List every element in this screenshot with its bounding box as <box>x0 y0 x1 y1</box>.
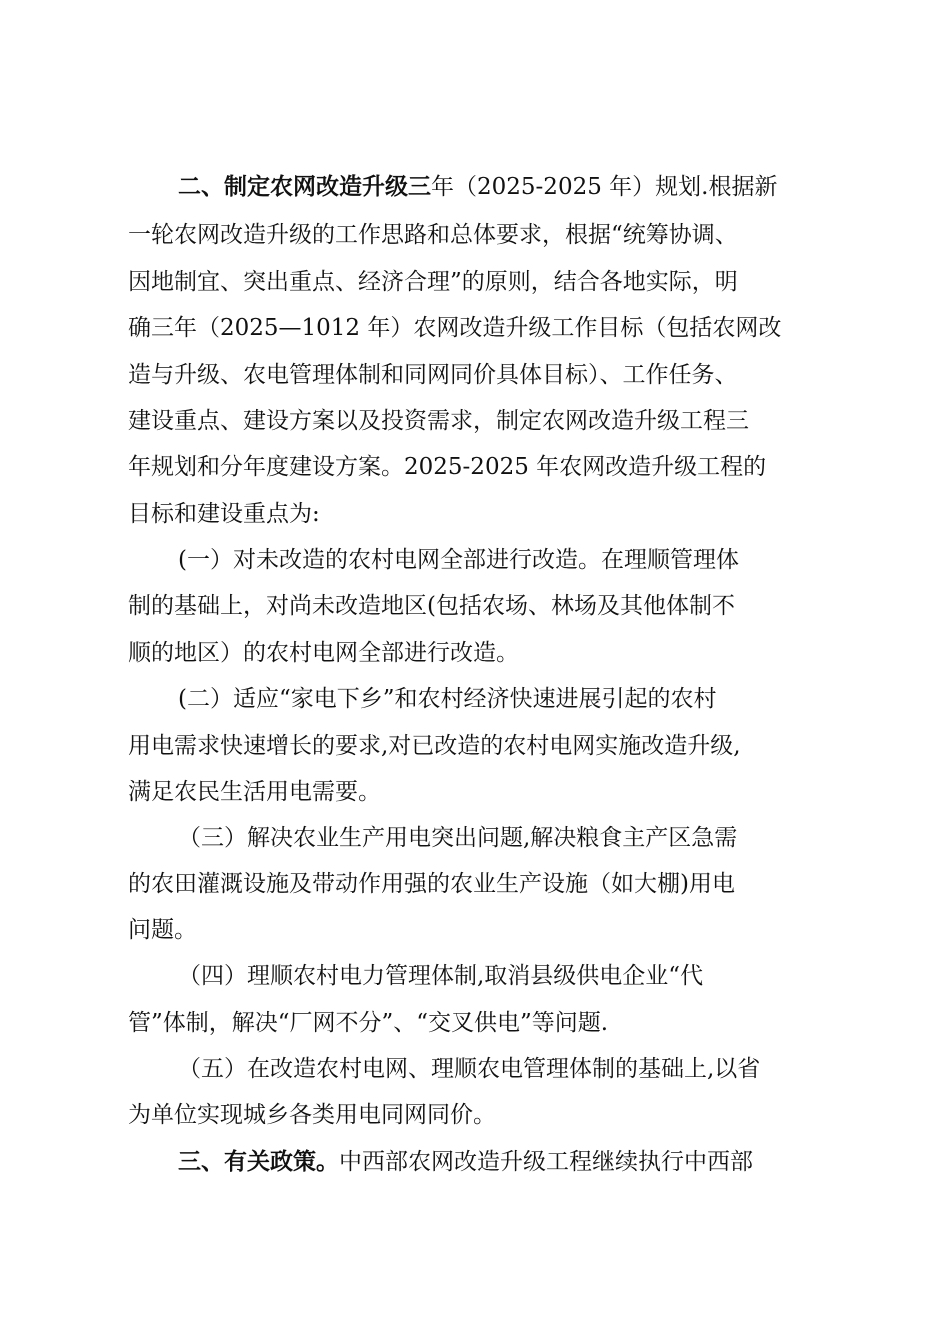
item-5-line-1: （五）在改造农村电网、理顺农电管理体制的基础上,以省 <box>178 1056 761 1082</box>
section-2-line-7: 年规划和分年度建设方案。2025-2025 年农网改造升级工程的 <box>128 454 767 480</box>
item-3-line-2: 的农田灌溉设施及带动作用强的农业生产设施（如大棚)用电 <box>128 871 735 897</box>
section-2-line-5: 造与升级、农电管理体制和同网同价具体目标）、工作任务、 <box>128 362 738 388</box>
item-2-line-3: 满足农民生活用电需要。 <box>128 779 381 805</box>
item-4-line-2: 管”体制，解决“厂网不分”、“交叉供电”等问题. <box>128 1010 609 1036</box>
item-3-line-3: 问题。 <box>128 917 197 943</box>
section-2-line-6: 建设重点、建设方案以及投资需求，制定农网改造升级工程三 <box>128 408 749 434</box>
section-3-text: 中西部农网改造升级工程继续执行中西部 <box>339 1149 753 1175</box>
item-2-line-2: 用电需求快速增长的要求,对已改造的农村电网实施改造升级, <box>128 733 741 759</box>
section-3-heading: 三、有关政策。 <box>178 1148 339 1175</box>
section-2-line-1 <box>178 172 777 202</box>
item-2-line-1: (二）适应“家电下乡”和农村经济快速进展引起的农村 <box>178 686 717 712</box>
item-1-line-3: 顺的地区）的农村电网全部进行改造。 <box>128 640 519 666</box>
section-2-line-2: 一轮农网改造升级的工作思路和总体要求，根据“统筹协调、 <box>128 222 738 248</box>
item-4-line-1: （四）理顺农村电力管理体制,取消县级供电企业“代 <box>178 963 704 989</box>
section-2-line-3: 因地制宜、突出重点、经济合理”的原则，结合各地实际，明 <box>128 269 738 295</box>
section-2-line-4: 确三年（2025—1012 年）农网改造升级工作目标（包括农网改 <box>128 315 782 341</box>
item-1-line-1: (一）对未改造的农村电网全部进行改造。在理顺管理体 <box>178 547 739 573</box>
section-2-heading: 二、制定农网改造升级三 <box>178 173 431 200</box>
item-3-line-1: （三）解决农业生产用电突出问题,解决粮食主产区急需 <box>178 825 738 851</box>
item-1-line-2: 制的基础上，对尚未改造地区(包括农场、林场及其他体制不 <box>128 593 735 619</box>
section-3-line-1 <box>178 1147 753 1177</box>
section-2-heading-continuation: 年（2025-2025 年）规划.根据新 <box>431 174 778 200</box>
section-2-line-8: 目标和建设重点为: <box>128 501 320 527</box>
item-5-line-2: 为单位实现城乡各类用电同网同价。 <box>128 1102 496 1128</box>
